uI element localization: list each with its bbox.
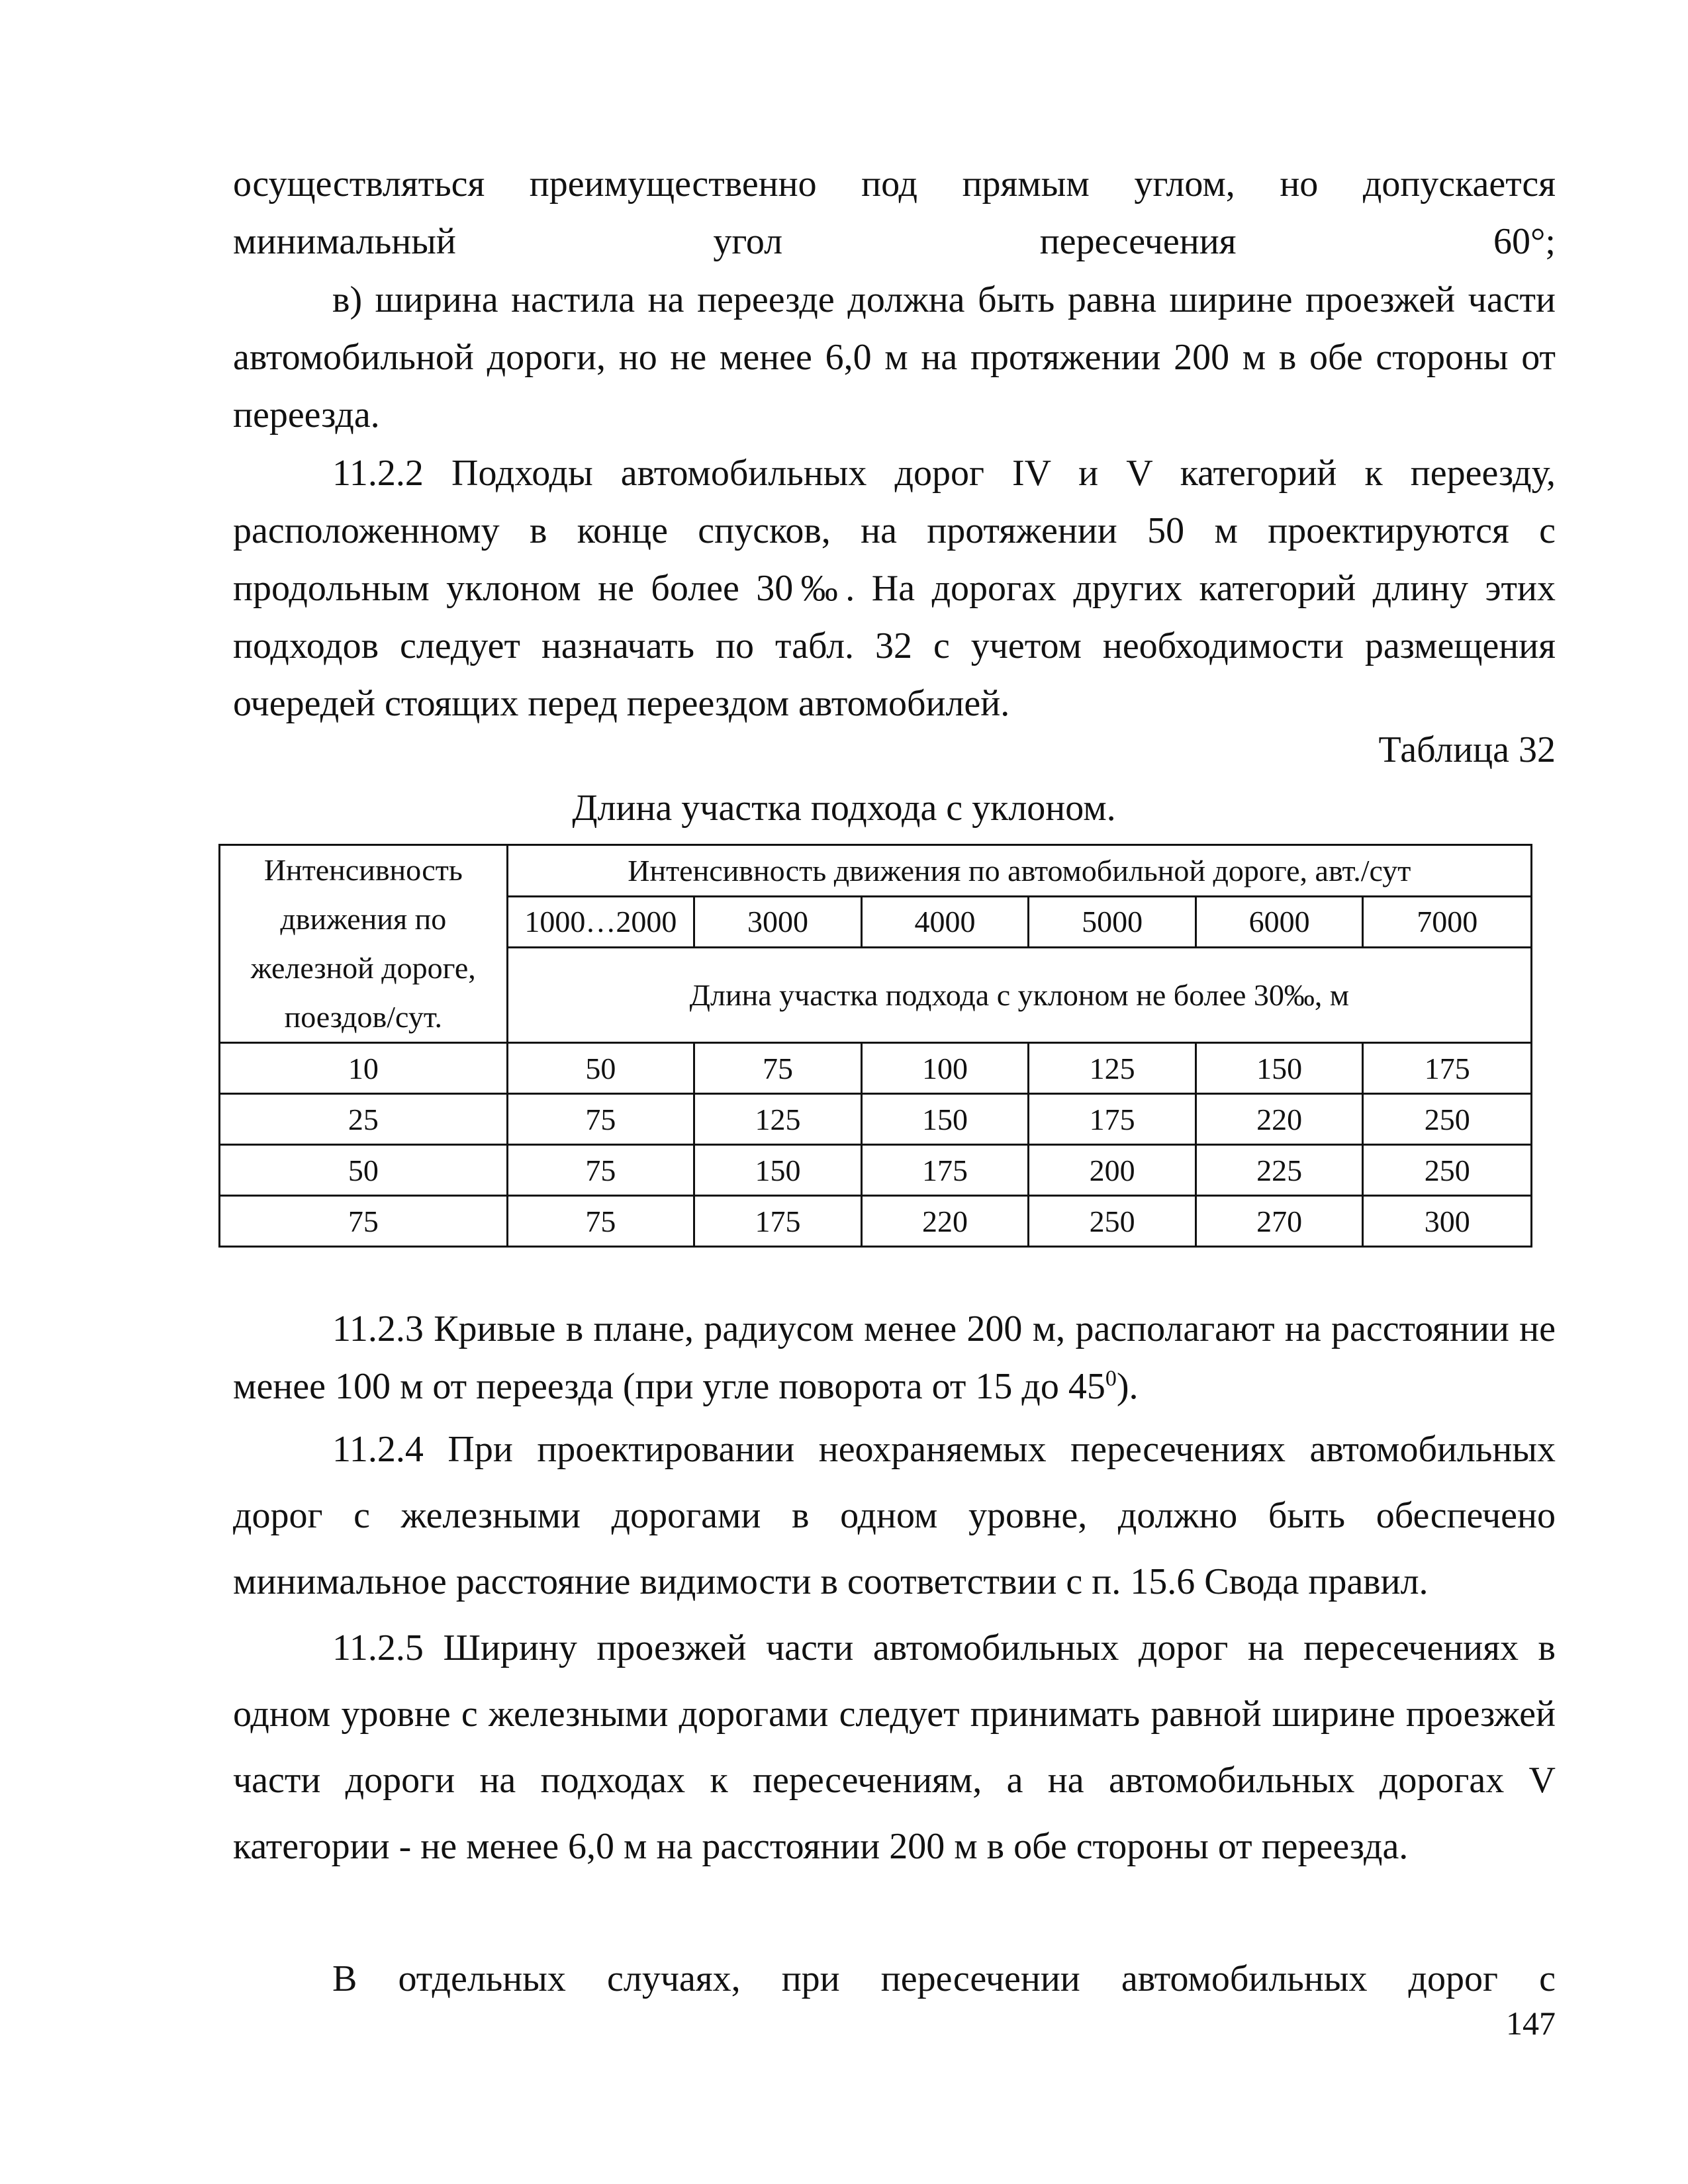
degree-superscript: 0 bbox=[1105, 1366, 1117, 1391]
column-header: 4000 bbox=[861, 896, 1029, 948]
table-row bbox=[220, 1094, 1532, 1145]
table-cell: 175 bbox=[861, 1145, 1029, 1196]
paragraph-11-2-3 bbox=[233, 1300, 1556, 1416]
row-header-line: движения по bbox=[280, 902, 447, 936]
table-cell: 125 bbox=[694, 1094, 862, 1145]
row-header-cell bbox=[220, 845, 508, 1043]
table-cell: 220 bbox=[861, 1196, 1029, 1247]
table-cell: 100 bbox=[861, 1043, 1029, 1094]
column-header: 6000 bbox=[1196, 896, 1363, 948]
paragraph-11-2-5: 11.2.5 Ширину проезжей части автомобильных дорог на пересечениях в одном уровне с железными дорогами следует принимать равной ширине проезжей части дороги на подходах к пересечениям, а на автомобильных дорогах V категории - не менее 6,0 м на расстоянии 200 м в обе стороны от переезда. bbox=[233, 1627, 1556, 1867]
row-header-line: Интенсивность bbox=[263, 853, 463, 887]
column-header: 1000…2000 bbox=[507, 896, 694, 948]
table-32 bbox=[218, 844, 1532, 1248]
column-header: 3000 bbox=[694, 896, 862, 948]
value-caption: Длина участка подхода с уклоном не более 30‰, м bbox=[507, 948, 1531, 1043]
table-cell: 225 bbox=[1196, 1145, 1363, 1196]
column-header: 5000 bbox=[1029, 896, 1196, 948]
table-cell: 175 bbox=[1029, 1094, 1196, 1145]
column-header: 7000 bbox=[1363, 896, 1532, 948]
table-cell: 300 bbox=[1363, 1196, 1532, 1247]
train-intensity-cell: 10 bbox=[220, 1043, 508, 1094]
paragraph-11-2-3-text: 11.2.3 Кривые в плане, радиусом менее 200 м, располагают на расстоянии не менее 100 м от переезда (при угле поворота от 15 до 45 bbox=[233, 1308, 1556, 1407]
table-label: Таблица 32 bbox=[1378, 729, 1556, 770]
table-cell: 150 bbox=[861, 1094, 1029, 1145]
paragraph-continued: В отдельных случаях, при пересечении автомобильных дорог с bbox=[332, 1958, 1556, 1999]
train-intensity-cell: 25 bbox=[220, 1094, 508, 1145]
table-row bbox=[220, 1043, 1532, 1094]
train-intensity-cell: 75 bbox=[220, 1196, 508, 1247]
table-cell: 220 bbox=[1196, 1094, 1363, 1145]
table-cell: 75 bbox=[694, 1043, 862, 1094]
table-cell: 150 bbox=[694, 1145, 862, 1196]
table-cell: 250 bbox=[1363, 1145, 1532, 1196]
table-cell: 175 bbox=[694, 1196, 862, 1247]
table-cell: 75 bbox=[507, 1196, 694, 1247]
paragraph-11-2-3-end: ). bbox=[1116, 1366, 1139, 1407]
table-cell: 250 bbox=[1363, 1094, 1532, 1145]
page-number: 147 bbox=[1506, 2005, 1556, 2042]
table-row bbox=[220, 1196, 1532, 1247]
table-row bbox=[220, 1145, 1532, 1196]
table-cell: 75 bbox=[507, 1145, 694, 1196]
table-cell: 75 bbox=[507, 1094, 694, 1145]
table-title: Длина участка подхода с уклоном. bbox=[572, 788, 1116, 829]
paragraph-item-v: в) ширина настила на переезде должна быть равна ширине проезжей части автомобильной дороги, но не менее 6,0 м на протяжении 200 м в обе стороны от переезда. bbox=[233, 279, 1556, 435]
paragraph-11-2-4: 11.2.4 При проектировании неохраняемых пересечениях автомобильных дорог с железными дорогами в одном уровне, должно быть обеспечено минимальное расстояние видимости в соответствии с п. 15.6 Свода правил. bbox=[233, 1429, 1556, 1602]
table-cell: 200 bbox=[1029, 1145, 1196, 1196]
paragraph-11-2-2: 11.2.2 Подходы автомобильных дорог IV и V категорий к переезду, расположенному в конце спусков, на протяжении 50 м проектируются с продольным уклоном не более 30‰. На дорогах других категорий длину этих подходов следует назначать по табл. 32 с учетом необходимости размещения очередей стоящих перед переездом автомобилей. bbox=[233, 453, 1556, 724]
table-cell: 50 bbox=[507, 1043, 694, 1094]
table-cell: 150 bbox=[1196, 1043, 1363, 1094]
table-cell: 250 bbox=[1029, 1196, 1196, 1247]
table-cell: 270 bbox=[1196, 1196, 1363, 1247]
paragraph-continuation: осуществляться преимущественно под прямым углом, но допускается минимальный угол пересечения 60°; bbox=[233, 163, 1556, 262]
table-cell: 125 bbox=[1029, 1043, 1196, 1094]
table-cell: 175 bbox=[1363, 1043, 1532, 1094]
row-header-line: поездов/сут. bbox=[284, 1000, 442, 1034]
column-group-header: Интенсивность движения по автомобильной дороге, авт./сут bbox=[507, 845, 1531, 897]
train-intensity-cell: 50 bbox=[220, 1145, 508, 1196]
row-header-line: железной дороге, bbox=[250, 951, 476, 985]
